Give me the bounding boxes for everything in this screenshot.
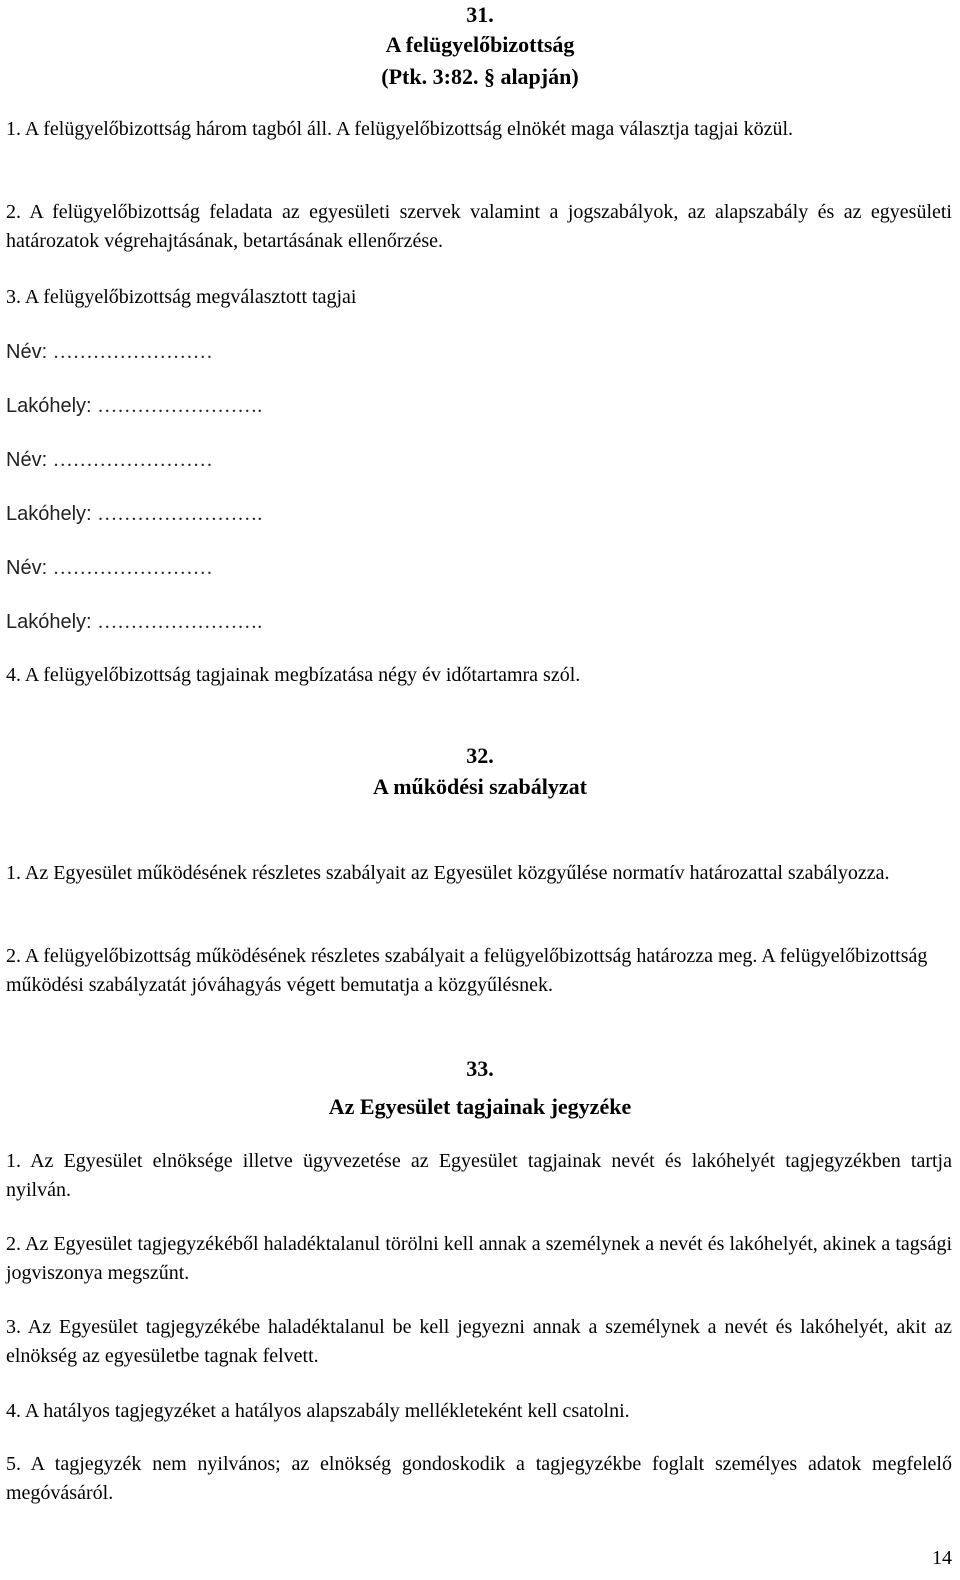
section-33-paragraph-3: 3. Az Egyesület tagjegyzékébe haladéktalanul be kell jegyezni annak a személynek a nevét és lakóhelyét, akit az elnökség az egyesületbe tagnak felvett. — [6, 1316, 952, 1367]
section-33-paragraph-2: 2. Az Egyesület tagjegyzékéből haladéktalanul törölni kell annak a személynek a nevét és lakóhelyét, akinek a tagsági jogviszonya megszűnt. — [6, 1233, 952, 1284]
section-32-number: 32. — [466, 743, 494, 768]
member-3-residence-value: ……………………. — [97, 611, 263, 633]
section-32-title: A működési szabályzat — [373, 774, 587, 799]
section-32-paragraph-2: 2. A felügyelőbizottság működésének részletes szabályait a felügyelőbizottság határozza meg. A felügyelőbizottság működési szabályzatát jóváhagyás végett bemutatja a közgyűlésnek. — [6, 945, 928, 996]
member-3-residence-label: Lakóhely: — [6, 611, 92, 633]
section-31-number: 31. — [466, 2, 494, 27]
page-number: 14 — [932, 1547, 952, 1569]
section-32-paragraph-1: 1. Az Egyesület működésének részletes szabályait az Egyesület közgyűlése normatív határozattal szabályozza. — [6, 862, 890, 884]
section-31-paragraph-4: 4. A felügyelőbizottság tagjainak megbízatása négy év időtartamra szól. — [6, 664, 581, 686]
member-3-name-line — [6, 555, 213, 581]
section-33-paragraph-4: 4. A hatályos tagjegyzéket a hatályos alapszabály mellékleteként kell csatolni. — [6, 1400, 630, 1422]
member-2-name-line — [6, 447, 213, 473]
member-2-residence-line — [6, 501, 262, 527]
section-33-paragraph-5: 5. A tagjegyzék nem nyilvános; az elnökség gondoskodik a tagjegyzékbe foglalt személyes adatok megfelelő megóvásáról. — [6, 1453, 952, 1504]
member-1-residence-line — [6, 393, 262, 419]
section-31-paragraph-3: 3. A felügyelőbizottság megválasztott tagjai — [6, 286, 357, 308]
member-1-residence-value: ……………………. — [97, 395, 263, 417]
section-33-number: 33. — [466, 1056, 494, 1081]
member-3-name-value: …………………… — [52, 557, 213, 579]
member-2-name-value: …………………… — [52, 449, 213, 471]
section-31-paragraph-2: 2. A felügyelőbizottság feladata az egyesületi szervek valamint a jogszabályok, az alapszabály és az egyesületi határozatok végrehajtásának, betartásának ellenőrzése. — [6, 201, 952, 252]
section-31-subtitle: (Ptk. 3:82. § alapján) — [381, 64, 579, 89]
member-2-residence-value: ……………………. — [97, 503, 263, 525]
member-1-name-label: Név: — [6, 341, 48, 363]
member-1-name-line — [6, 339, 213, 365]
section-33-paragraph-1: 1. Az Egyesület elnöksége illetve ügyvezetése az Egyesület tagjainak nevét és lakóhelyét tagjegyzékben tartja nyilván. — [6, 1150, 952, 1201]
member-1-residence-label: Lakóhely: — [6, 395, 92, 417]
member-3-name-label: Név: — [6, 557, 48, 579]
member-2-residence-label: Lakóhely: — [6, 503, 92, 525]
section-31-paragraph-1: 1. A felügyelőbizottság három tagból áll. A felügyelőbizottság elnökét maga választja tagjai közül. — [6, 118, 794, 140]
member-3-residence-line — [6, 609, 262, 635]
section-31-title: A felügyelőbizottság — [385, 32, 575, 57]
section-33-title: Az Egyesület tagjainak jegyzéke — [328, 1094, 632, 1119]
member-1-name-value: …………………… — [52, 341, 213, 363]
member-2-name-label: Név: — [6, 449, 48, 471]
